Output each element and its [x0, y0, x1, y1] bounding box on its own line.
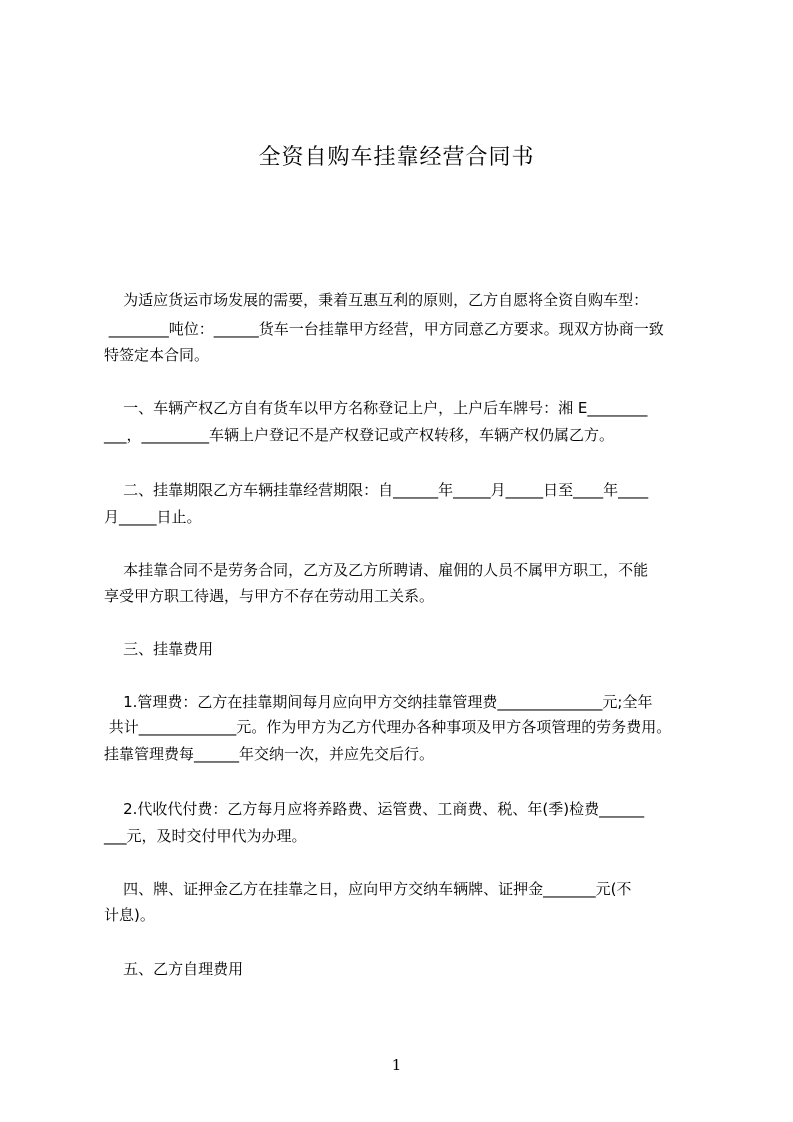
page-number: 1: [391, 1056, 402, 1074]
section-heading: 三、挂靠费用: [104, 640, 214, 658]
document-title: 全资自购车挂靠经营合同书: [258, 145, 535, 170]
text-line: 一、车辆产权乙方自有货车以甲方名称登记上户，上户后车牌号：湘 E________: [104, 399, 648, 417]
text-line: 特签定本合同。: [104, 346, 210, 364]
text-line: 共计_____________元。作为甲方为乙方代理办各种事项及甲方各项管理的劳务费用。: [104, 718, 672, 736]
text-line: 挂靠管理费每______年交纳一次，并应先交后行。: [104, 745, 435, 763]
text-line: 为适应货运市场发展的需要，秉着互惠互利的原则，乙方自愿将全资自购车型：: [104, 291, 649, 309]
text-line: 1.管理费：乙方在挂靠期间每月应向甲方交纳挂靠管理费______________元;全年: [104, 693, 653, 711]
text-line: 月_____日止。: [104, 508, 202, 526]
text-line: 二、挂靠期限乙方车辆挂靠经营期限：自______年_____月_____日至____年____: [104, 481, 649, 499]
text-line: ___元，及时交付甲代为办理。: [104, 827, 307, 845]
text-line: ___，_________车辆上户登记不是产权登记或产权转移，车辆产权仍属乙方。: [104, 426, 615, 444]
section-heading: 五、乙方自理费用: [104, 960, 244, 978]
text-line: 四、牌、证押金乙方在挂靠之日，应向甲方交纳车辆牌、证押金_______元(不: [104, 880, 632, 898]
text-line: 本挂靠合同不是劳务合同，乙方及乙方所聘请、雇佣的人员不属甲方职工，不能: [104, 561, 649, 579]
text-line: 2.代收代付费：乙方每月应将养路费、运管费、工商费、税、年(季)检费______: [104, 800, 645, 818]
text-line: 享受甲方职工待遇，与甲方不存在劳动用工关系。: [104, 587, 435, 605]
text-line: 计息)。: [104, 906, 155, 924]
text-line: ________吨位：______货车一台挂靠甲方经营，甲方同意乙方要求。现双方协商一致: [104, 320, 664, 338]
